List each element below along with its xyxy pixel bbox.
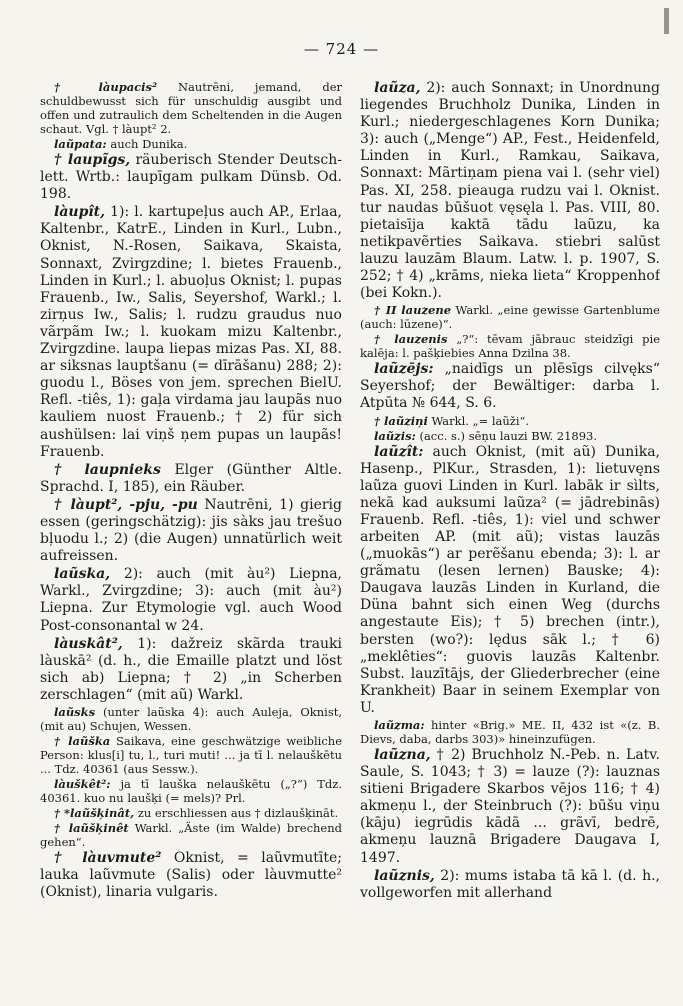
entry-text: „naidīgs un plēsīgs cilvęks“ Seyershof; der Bewältiger: darba l. Atpūta № 644, S. 6. [360, 361, 660, 412]
dictionary-entry [360, 80, 660, 302]
entry-headword: làuskât², [54, 635, 123, 652]
entry-headword: † laupnieks [54, 461, 161, 478]
dictionary-entry [40, 850, 342, 901]
entry-text: „?“: tēvam jābrauc steidzīgi pie kalēja: l. pašķiebies Anna Dzilna 38. [360, 332, 660, 361]
entry-text: Elger (Günther Altle. Sprachd. I, 185), ein Räuber. [40, 461, 342, 495]
entry-headword: † làuvmute² [54, 850, 162, 866]
entry-text: 2): auch (mit àu²) Liepna, Warkl., Zvirgzdine; 3): auch (mit àu²) Liepna. Zur Etymologie vgl. auch Wood Post-consonantal w 24. [40, 566, 342, 634]
entry-text: 1): l. kartupeļus auch AP., Erlaa, Kaltenbr., KatrE., Linden in Kurl., Lubn., Oknist, N.-Rosen, Saikava, Skaista, Sonnaxt, Zvirgzdine; l. bietes Frauenb., Linden in Kurl.; l. abuoļus Oknist; l. pupas Frauenb., Iw., Salis, Seyershof, Warkl.; l. zirņus Iw., Salis; l. rudzu graudus nuo vãrpãm Iw.; l. kuokam mizu Kaltenbr., Zvirgzdine. laupa liepas mizas Pas. XI, 88. ar siksnas lauptšanu (= dīrāšanu) 288; 2): guodu l., Böses von jem. sprechen BielU. Refl. -tiês, 1): gaļa virdama jau laupãs nuo kauliem nuost Frauenb.; † 2) für sich aushülsen: lai viņš ņem pupas un laupãs! Frauenb. [40, 204, 342, 460]
entry-headword: laũzis: [374, 428, 416, 443]
entry-text: † 2) Bruchholz N.-Peb. n. Latv. Saule, S. 1043; † 3) = lauze (?): lauznas sitieni Brigadere Skarbos vējos 116; † 4) akmeņu l., der Steinbruch (?): būšu viņu (kāju) iegrūdis kādā ... grãvī, bedrē, akmeņu lauznā Brigadere Daugava I, 1497. [360, 747, 660, 866]
dictionary-entry [40, 566, 342, 634]
entry-headword: † laũška [54, 734, 111, 748]
right-column [360, 80, 660, 985]
entry-text: 1): dažreiz skãrda trauki làuskā² (d. h., die Emaille platzt und löst sich ab) Liepna; † 2) „in Scherben zerschlagen“ (mit aũ) Warkl. [40, 635, 342, 703]
entry-text: Warkl. „= laũži“. [431, 413, 530, 428]
entry-headword: † laupĩgs, [54, 152, 131, 168]
dictionary-entry [40, 734, 342, 776]
entry-headword: laũpata: [54, 137, 107, 151]
dictionary-entry [40, 204, 342, 460]
dictionary-entry [360, 414, 660, 428]
entry-headword: laũza, [374, 80, 421, 96]
entry-headword: † II lauzene [374, 303, 452, 318]
dictionary-entry [360, 361, 660, 412]
dictionary-entry [40, 80, 342, 136]
entry-text: (unter laũska 4): auch Auleja, Oknist, (mit au) Schujen, Wessen. [40, 705, 342, 733]
entry-text: Saikava, eine geschwätzige weibliche Person: klus[i] tu, l., turi muti! ... ja tī l. nelauškētu ... Tdz. 40361 (aus Sessw.). [40, 734, 342, 776]
entry-headword: laũznis, [374, 867, 435, 884]
dictionary-entry [40, 777, 342, 805]
entry-text: hinter «Brig.» ME. II, 432 ist «(z. B. Dievs, daba, darbs 303)» hineinzufügen. [360, 718, 660, 746]
dictionary-entry [40, 821, 342, 849]
dictionary-entry [360, 718, 660, 746]
dictionary-entry [40, 705, 342, 733]
entry-text: ja tī lauška nelauškētu („?“) Tdz. 40361. kuo nu laušķi (= mels)? Prl. [40, 777, 342, 805]
entry-headword: laũzma: [374, 718, 425, 732]
dictionary-entry [360, 747, 660, 867]
entry-text: räuberisch Stender Deutsch-lett. Wrtb.: laupīgam pulkam Dünsb. Od. 198. [40, 152, 342, 203]
dictionary-entry [40, 137, 342, 151]
entry-headword: † lauzenis [374, 332, 448, 347]
entry-text: auch Dunika. [110, 137, 188, 151]
entry-headword: laũzna, [374, 747, 431, 763]
dictionary-entry [360, 429, 660, 443]
entry-headword: † laũziņi [374, 413, 428, 428]
dictionary-entry [360, 303, 660, 331]
entry-headword: làuškêt²: [54, 777, 111, 791]
entry-text: Warkl. „Äste (im Walde) brechend gehen“. [40, 821, 342, 849]
entry-text: Nautrēni, 1) gierig essen (geringschätzig): jis sàks jau trešuo bļuodu l.; 2) (die Augen) unnatürlich weit aufreissen. [40, 496, 342, 565]
entry-headword: laũzît: [374, 443, 424, 460]
dictionary-entry [360, 332, 660, 360]
entry-text: Warkl. „eine gewisse Gartenblume (auch: lūzene)“. [360, 303, 660, 332]
entry-text: (acc. s.) sēņu lauzi BW. 21893. [419, 428, 598, 443]
dictionary-entry [40, 462, 342, 496]
left-column [40, 80, 342, 985]
entry-headword: laũzējs: [374, 361, 434, 378]
entry-text: 2): mums istaba tā kā l. (d. h., vollgeworfen mit allerhand [360, 867, 660, 901]
entry-text: Nautrēni, jemand, der schuldbewusst sich für unschuldig ausgibt und offen und zutraulich dem Scheltenden in die Augen schaut. Vgl. † làupt² 2. [40, 80, 342, 136]
dictionary-entry [360, 868, 660, 902]
entry-text: 2): auch Sonnaxt; in Unordnung liegendes Bruchholz Dunika, Linden in Kurl.; niedergeschlagenes Korn Dunika; 3): auch („Menge“) AP., Fest., Heidenfeld, Linden in Kurl., Ramkau, Saikava, Sonnaxt: Mãrtiņam piena vai l. (sehr viel) Pas. XI, 258. pieauga rudzu vai l. Oknist. tur naudas būšuot vęsęla l. Pas. VIII, 80. pietaisīja kaktā tādu laũzu, ka netikpavẽrties Saikava. stiebri salūst lauzu lauzām Blaum. Latw. l. p. 1907, S. 252; † 4) „krāms, nieka lieta“ Kroppenhof (bei Kokn.). [360, 80, 660, 302]
dictionary-entry [40, 497, 342, 565]
page-edge-mark [664, 8, 669, 34]
entry-headword: † làupacis² [54, 80, 158, 94]
entry-text: auch Oknist, (mit aũ) Dunika, Hasenp., PlKur., Strasden, 1): lietuvęns laũza guovi Linden in Kurl. labāk ir sìlts, nekā kad auksumi laũza² (= jādrebinās) Frauenb. Refl. -tiês, 1): viel und schwer arbeiten AP. (mit aũ); vistas lauzās („muokās“) ar perẽšanu ebenda; 3): l. ar grãmatu (lesen lernen) Bauske; 4): Daugava lauzās Linden in Kurland, die Düna bahnt sich einen Weg (durchs angestaute Eis); † 5) brechen (intr.), bersten (wo?): lędus sāk l.; † 6) „meklêties“: guovis lauzās Kaltenbr. Subst. lauzītājs, der Gliederbrecher (eine Krankheit) Baar in seinem Exemplar von U. [360, 443, 660, 716]
entry-headword: † làupt², -pju, -pu [54, 496, 198, 513]
entry-text: Oknist, = laũvmutīte; lauka laũvmute (Salis) oder làuvmutte² (Oknist), linaria vulgaris. [40, 850, 342, 901]
entry-headword: † *laũšķinât, [54, 806, 135, 820]
entry-headword: làupît, [54, 204, 106, 221]
entry-headword: laũsks [54, 705, 96, 719]
dictionary-entry [40, 152, 342, 203]
dictionary-entry [40, 636, 342, 704]
page-number: — 724 — [303, 40, 380, 58]
dictionary-entry [40, 806, 342, 820]
entry-text: zu erschliessen aus † dizlaušķināt. [137, 806, 339, 820]
entry-headword: † laũšķinêt [54, 821, 129, 835]
dictionary-entry [360, 444, 660, 718]
entry-headword: laũska, [54, 566, 111, 583]
